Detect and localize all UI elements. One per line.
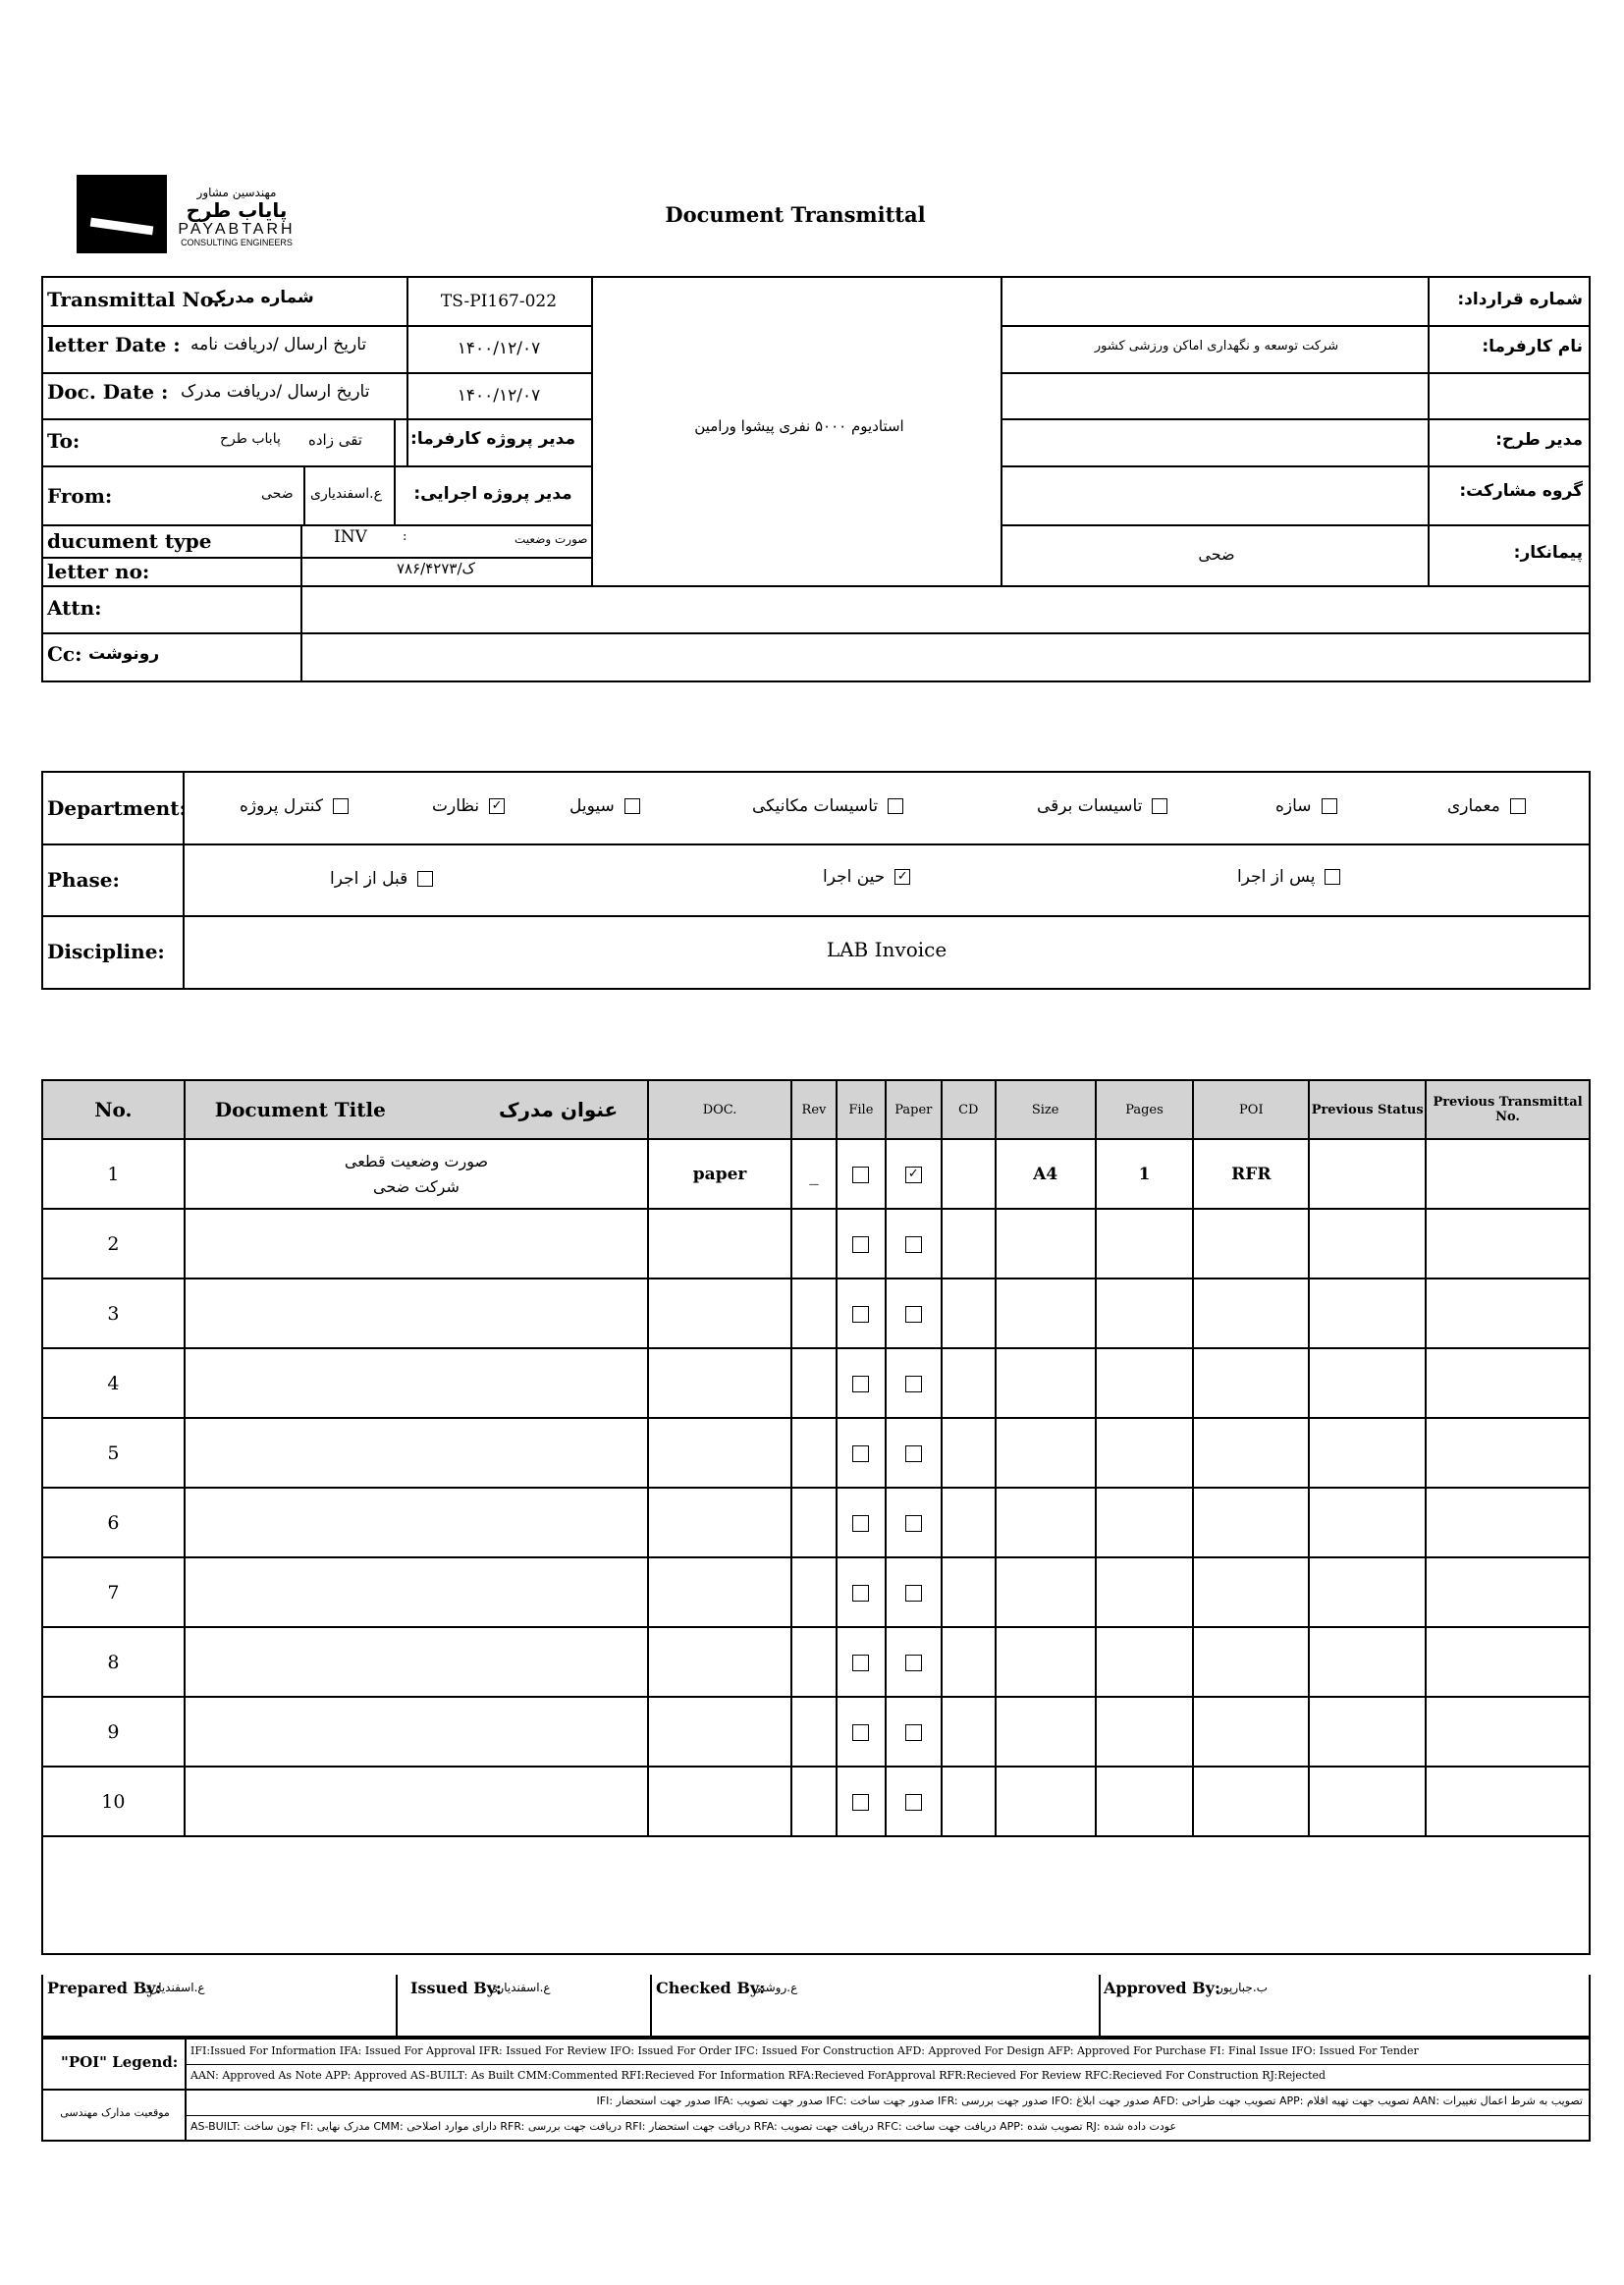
letter-date-value: ۱۴۰۰/۱۲/۰۷ <box>457 339 541 358</box>
row-size <box>996 1418 1096 1488</box>
row-file <box>837 1627 886 1697</box>
legend-line-4: AS-BUILT: چون ساخت FI: مدرک نهایی CMM: دارای موارد اصلاحی RFR: دریافت جهت بررسی RFI: دریافت جهت استحضار RFA: دریافت جهت تصویب RFC: دریافت جهت ساخت APP: تصویب شده RJ: عودت داده شده <box>190 2120 1177 2133</box>
letter-date-label-fa: تاریخ ارسال /دریافت نامه <box>190 335 367 354</box>
paper-checkbox[interactable]: ✓ <box>905 1167 922 1183</box>
row-no: 3 <box>42 1279 185 1348</box>
checkbox[interactable] <box>624 798 640 814</box>
department-label: Department: <box>47 796 187 820</box>
row-rev <box>791 1767 837 1836</box>
row-doc <box>648 1767 791 1836</box>
file-checkbox[interactable] <box>852 1167 869 1183</box>
phase-label: Phase: <box>47 868 120 892</box>
row-cd <box>942 1348 996 1418</box>
table-row <box>42 1627 1590 1697</box>
row-size <box>996 1209 1096 1279</box>
row-prev-status <box>1309 1557 1426 1627</box>
legend-box <box>41 2038 1591 2142</box>
col-title <box>185 1080 648 1139</box>
row-paper <box>886 1348 942 1418</box>
row-poi <box>1193 1348 1309 1418</box>
row-prev-status <box>1309 1279 1426 1348</box>
row-prev-status <box>1309 1418 1426 1488</box>
file-checkbox[interactable] <box>852 1306 869 1323</box>
row-pages <box>1096 1627 1194 1697</box>
col-title-en: Document Title <box>214 1098 386 1121</box>
dept-project-control-option[interactable] <box>240 796 349 816</box>
row-pages <box>1096 1279 1194 1348</box>
row-title <box>185 1697 648 1767</box>
row-cd <box>942 1767 996 1836</box>
option-label: حین اجرا <box>823 867 886 887</box>
status-legend-label: موقعیت مدارک مهندسی <box>60 2106 170 2119</box>
option-label: معماری <box>1447 796 1500 816</box>
row-pages: 1 <box>1096 1139 1194 1209</box>
checkbox[interactable]: ✓ <box>894 869 910 885</box>
row-title <box>185 1209 648 1279</box>
table-row <box>42 1767 1590 1836</box>
dept-structure-option[interactable] <box>1275 796 1337 816</box>
row-pages <box>1096 1488 1194 1557</box>
dept-civil-option[interactable] <box>569 796 640 816</box>
row-paper <box>886 1697 942 1767</box>
col-no: No. <box>42 1080 185 1139</box>
file-checkbox[interactable] <box>852 1655 869 1671</box>
row-prev-status <box>1309 1348 1426 1418</box>
row-doc <box>648 1418 791 1488</box>
paper-checkbox[interactable] <box>905 1724 922 1741</box>
file-checkbox[interactable] <box>852 1445 869 1462</box>
row-title <box>185 1488 648 1557</box>
row-title <box>185 1139 648 1209</box>
file-checkbox[interactable] <box>852 1236 869 1253</box>
table-row <box>42 1697 1590 1767</box>
cc-label: Cc: <box>47 642 82 666</box>
row-paper <box>886 1139 942 1209</box>
legend-line-1: IFI:Issued For Information IFA: Issued For Approval IFR: Issued For Review IFO: Issued For Order IFC: Issued For Construction AFD: Approved For Design AFP: Approved For Purchase FI: Final Issue IFO: Issued For Tender <box>190 2044 1419 2057</box>
row-title <box>185 1348 648 1418</box>
designer-label: مدیر طرح: <box>1495 430 1583 450</box>
row-file <box>837 1418 886 1488</box>
col-prev-transmittal: Previous Transmittal No. <box>1426 1080 1590 1139</box>
contractor-name: ضحی <box>1198 545 1235 564</box>
checked-by-value: ع.روشنی <box>752 1981 798 1994</box>
row-file <box>837 1488 886 1557</box>
option-label: سازه <box>1275 796 1312 816</box>
row-prev-transmittal <box>1426 1557 1590 1627</box>
row-no: 2 <box>42 1209 185 1279</box>
option-label: تاسیسات مکانیکی <box>752 796 879 816</box>
table-row <box>42 1209 1590 1279</box>
file-checkbox[interactable] <box>852 1794 869 1811</box>
signature-row <box>41 1975 1591 2038</box>
file-checkbox[interactable] <box>852 1376 869 1392</box>
row-poi <box>1193 1209 1309 1279</box>
row-title-line1: صورت وضعیت قطعی <box>344 1151 489 1170</box>
dept-supervision-option[interactable] <box>432 796 505 816</box>
row-poi <box>1193 1627 1309 1697</box>
row-title <box>185 1767 648 1836</box>
doc-type-label: ducument type <box>47 529 212 553</box>
client-label: نام کارفرما: <box>1482 337 1583 356</box>
row-poi <box>1193 1418 1309 1488</box>
row-rev <box>791 1488 837 1557</box>
col-rev: Rev <box>791 1080 837 1139</box>
paper-checkbox[interactable] <box>905 1376 922 1392</box>
to-company: پاباب طرح <box>220 431 281 447</box>
row-file <box>837 1557 886 1627</box>
client-pm-label: مدیر پروژه کارفرما: <box>410 429 575 449</box>
row-rev <box>791 1279 837 1348</box>
prepared-by-label: Prepared By: <box>47 1979 162 1997</box>
col-size: Size <box>996 1080 1096 1139</box>
paper-checkbox[interactable] <box>905 1445 922 1462</box>
row-rev <box>791 1627 837 1697</box>
issued-by-value: ع.اسفندیاری <box>489 1981 551 1994</box>
paper-checkbox[interactable] <box>905 1306 922 1323</box>
table-row <box>42 1139 1590 1209</box>
attn-label: Attn: <box>47 596 102 620</box>
row-no: 8 <box>42 1627 185 1697</box>
row-prev-status <box>1309 1697 1426 1767</box>
transmittal-no-label: Transmittal No.: <box>47 288 228 311</box>
row-prev-status <box>1309 1139 1426 1209</box>
dept-architecture-option[interactable] <box>1447 796 1526 816</box>
col-prev-status: Previous Status <box>1309 1080 1426 1139</box>
row-no: 6 <box>42 1488 185 1557</box>
col-title-fa: عنوان مدرک <box>499 1098 619 1121</box>
row-doc <box>648 1488 791 1557</box>
row-doc: paper <box>648 1139 791 1209</box>
row-poi <box>1193 1767 1309 1836</box>
checkbox[interactable] <box>1152 798 1167 814</box>
approved-by-value: ب.جبارپور <box>1218 1981 1268 1994</box>
row-paper <box>886 1557 942 1627</box>
row-rev <box>791 1697 837 1767</box>
row-rev <box>791 1209 837 1279</box>
file-checkbox[interactable] <box>852 1585 869 1602</box>
file-checkbox[interactable] <box>852 1515 869 1532</box>
page-title: Document Transmittal <box>665 202 926 227</box>
row-no: 7 <box>42 1557 185 1627</box>
row-cd <box>942 1139 996 1209</box>
row-prev-transmittal <box>1426 1767 1590 1836</box>
row-size <box>996 1348 1096 1418</box>
company-logo <box>77 175 167 253</box>
option-label: قبل از اجرا <box>330 869 408 889</box>
partner-label: گروه مشارکت: <box>1459 481 1583 501</box>
row-size <box>996 1557 1096 1627</box>
row-no: 9 <box>42 1697 185 1767</box>
option-label: نظارت <box>432 796 480 816</box>
discipline-value: LAB Invoice <box>826 938 947 961</box>
col-poi: POI <box>1193 1080 1309 1139</box>
row-prev-status <box>1309 1627 1426 1697</box>
row-prev-status <box>1309 1209 1426 1279</box>
row-doc <box>648 1209 791 1279</box>
paper-checkbox[interactable] <box>905 1794 922 1811</box>
contractor-label: پیمانکار: <box>1513 543 1583 563</box>
row-size: A4 <box>996 1139 1096 1209</box>
company-logo-text <box>173 187 300 248</box>
row-file <box>837 1279 886 1348</box>
phase-during-option[interactable] <box>823 867 910 887</box>
paper-checkbox[interactable] <box>905 1585 922 1602</box>
cc-label-fa: رونوشت <box>88 644 160 664</box>
checkbox[interactable] <box>1322 798 1337 814</box>
row-prev-status <box>1309 1488 1426 1557</box>
row-prev-transmittal <box>1426 1139 1590 1209</box>
discipline-label: Discipline: <box>47 940 165 963</box>
row-poi <box>1193 1697 1309 1767</box>
row-rev <box>791 1418 837 1488</box>
row-size <box>996 1627 1096 1697</box>
legend-line-2: AAN: Approved As Note APP: Approved AS-BUILT: As Built CMM:Commented RFI:Recieved For Information RFA:Recieved ForApproval RFR:Recieved For Review RFC:Recieved For Construction RJ:Rejected <box>190 2069 1326 2082</box>
table-row <box>42 1557 1590 1627</box>
row-title <box>185 1279 648 1348</box>
row-paper <box>886 1488 942 1557</box>
department-box <box>41 771 1591 990</box>
paper-checkbox[interactable] <box>905 1515 922 1532</box>
doc-date-label: Doc. Date : <box>47 380 169 404</box>
row-paper <box>886 1627 942 1697</box>
row-doc <box>648 1348 791 1418</box>
exec-pm-label: مدیر پروژه اجرایی: <box>413 484 572 504</box>
row-rev: _ <box>791 1139 837 1209</box>
checkbox[interactable] <box>333 798 349 814</box>
row-size <box>996 1488 1096 1557</box>
row-prev-transmittal <box>1426 1209 1590 1279</box>
row-doc <box>648 1697 791 1767</box>
to-person: تقی زاده <box>308 431 362 449</box>
row-doc <box>648 1557 791 1627</box>
row-poi <box>1193 1488 1309 1557</box>
dept-electrical-option[interactable] <box>1037 796 1167 816</box>
row-paper <box>886 1279 942 1348</box>
col-cd: CD <box>942 1080 996 1139</box>
to-label: To: <box>47 429 81 453</box>
file-checkbox[interactable] <box>852 1724 869 1741</box>
logo-fa-large: پایاب طرح <box>186 198 288 223</box>
table-blank-area <box>42 1836 1590 1954</box>
row-size <box>996 1767 1096 1836</box>
checkbox[interactable] <box>1325 869 1340 885</box>
doc-date-value: ۱۴۰۰/۱۲/۰۷ <box>457 386 541 406</box>
logo-en: PAYABTARH <box>178 221 296 239</box>
from-company: ضحی <box>261 486 294 502</box>
checkbox[interactable] <box>417 871 433 887</box>
row-file <box>837 1348 886 1418</box>
col-pages: Pages <box>1096 1080 1194 1139</box>
row-pages <box>1096 1418 1194 1488</box>
option-label: تاسیسات برقی <box>1037 796 1143 816</box>
row-prev-transmittal <box>1426 1627 1590 1697</box>
doc-date-label-fa: تاریخ ارسال /دریافت مدرک <box>181 382 370 402</box>
logo-fa-small: مهندسین مشاور <box>196 186 277 199</box>
contract-no-label: شماره قرارداد: <box>1457 290 1583 309</box>
logo-en-sub: CONSULTING ENGINEERS <box>181 237 293 247</box>
row-cd <box>942 1627 996 1697</box>
row-pages <box>1096 1348 1194 1418</box>
checkbox[interactable] <box>1510 798 1526 814</box>
row-file <box>837 1209 886 1279</box>
row-pages <box>1096 1697 1194 1767</box>
row-file <box>837 1139 886 1209</box>
transmittal-info-box <box>41 276 1591 682</box>
table-row <box>42 1488 1590 1557</box>
checkbox[interactable]: ✓ <box>489 798 505 814</box>
row-size <box>996 1697 1096 1767</box>
client-name: شرکت توسعه و نگهداری اماکن ورزشی کشور <box>1094 339 1339 354</box>
row-pages <box>1096 1209 1194 1279</box>
row-no: 4 <box>42 1348 185 1418</box>
dept-mechanical-option[interactable] <box>752 796 903 816</box>
row-prev-status <box>1309 1767 1426 1836</box>
prepared-by-value: ع.اسفندیاری <box>143 1981 205 1994</box>
poi-legend-label: "POI" Legend: <box>61 2053 179 2071</box>
row-paper <box>886 1418 942 1488</box>
row-poi <box>1193 1279 1309 1348</box>
checkbox[interactable] <box>888 798 903 814</box>
row-cd <box>942 1557 996 1627</box>
table-row <box>42 1348 1590 1418</box>
approved-by-label: Approved By: <box>1104 1979 1220 1997</box>
letter-date-label: letter Date : <box>47 333 181 356</box>
row-doc <box>648 1627 791 1697</box>
phase-before-option[interactable] <box>330 869 433 889</box>
row-title <box>185 1418 648 1488</box>
row-cd <box>942 1488 996 1557</box>
legend-line-3: IFI: صدور جهت استحضار IFA: صدور جهت تصویب IFC: صدور جهت ساخت IFR: صدور جهت بررسی IFO: صدور جهت ابلاغ AFD: تصویب جهت طراحی APP: تصویب جهت تهیه اقلام AAN: تصویب به شرط اعمال تغییرات <box>596 2095 1583 2107</box>
row-cd <box>942 1209 996 1279</box>
doc-type-fa: صورت وضعیت <box>514 532 588 546</box>
row-cd <box>942 1418 996 1488</box>
row-prev-transmittal <box>1426 1279 1590 1348</box>
checked-by-label: Checked By: <box>656 1979 766 1997</box>
paper-checkbox[interactable] <box>905 1655 922 1671</box>
project-name: استادیوم ۵۰۰۰ نفری پیشوا ورامین <box>694 417 904 435</box>
phase-after-option[interactable] <box>1237 867 1340 887</box>
row-doc <box>648 1279 791 1348</box>
row-cd <box>942 1697 996 1767</box>
row-no: 5 <box>42 1418 185 1488</box>
row-prev-transmittal <box>1426 1697 1590 1767</box>
col-file: File <box>837 1080 886 1139</box>
documents-table <box>41 1079 1591 1955</box>
row-no: 10 <box>42 1767 185 1836</box>
col-paper: Paper <box>886 1080 942 1139</box>
doc-type-value: INV <box>334 527 367 547</box>
row-rev <box>791 1348 837 1418</box>
doc-type-colon: : <box>403 529 407 544</box>
issued-by-label: Issued By: <box>410 1979 502 1997</box>
option-label: پس از اجرا <box>1237 867 1316 887</box>
table-header-row <box>42 1080 1590 1139</box>
row-prev-transmittal <box>1426 1418 1590 1488</box>
row-pages <box>1096 1557 1194 1627</box>
row-file <box>837 1767 886 1836</box>
col-doc: DOC. <box>648 1080 791 1139</box>
from-person: ع.اسفندیاری <box>310 486 382 502</box>
letter-no-value: ۷۸۶/ک/۴۲۷۳ <box>397 560 475 577</box>
row-rev <box>791 1557 837 1627</box>
row-title <box>185 1627 648 1697</box>
row-poi: RFR <box>1193 1139 1309 1209</box>
row-prev-transmittal <box>1426 1348 1590 1418</box>
row-paper <box>886 1767 942 1836</box>
letter-no-label: letter no: <box>47 560 150 583</box>
option-label: کنترل پروژه <box>240 796 323 816</box>
row-pages <box>1096 1767 1194 1836</box>
paper-checkbox[interactable] <box>905 1236 922 1253</box>
table-row <box>42 1418 1590 1488</box>
transmittal-no-value: TS-PI167-022 <box>440 292 558 311</box>
from-label: From: <box>47 484 113 508</box>
row-paper <box>886 1209 942 1279</box>
option-label: سیویل <box>569 796 615 816</box>
row-title-line2: شرکت ضحی <box>373 1176 460 1196</box>
row-prev-transmittal <box>1426 1488 1590 1557</box>
row-poi <box>1193 1557 1309 1627</box>
row-size <box>996 1279 1096 1348</box>
table-row <box>42 1279 1590 1348</box>
row-file <box>837 1697 886 1767</box>
row-cd <box>942 1279 996 1348</box>
row-title <box>185 1557 648 1627</box>
row-no: 1 <box>42 1139 185 1209</box>
transmittal-no-label-fa: شماره مدرک <box>208 288 314 307</box>
